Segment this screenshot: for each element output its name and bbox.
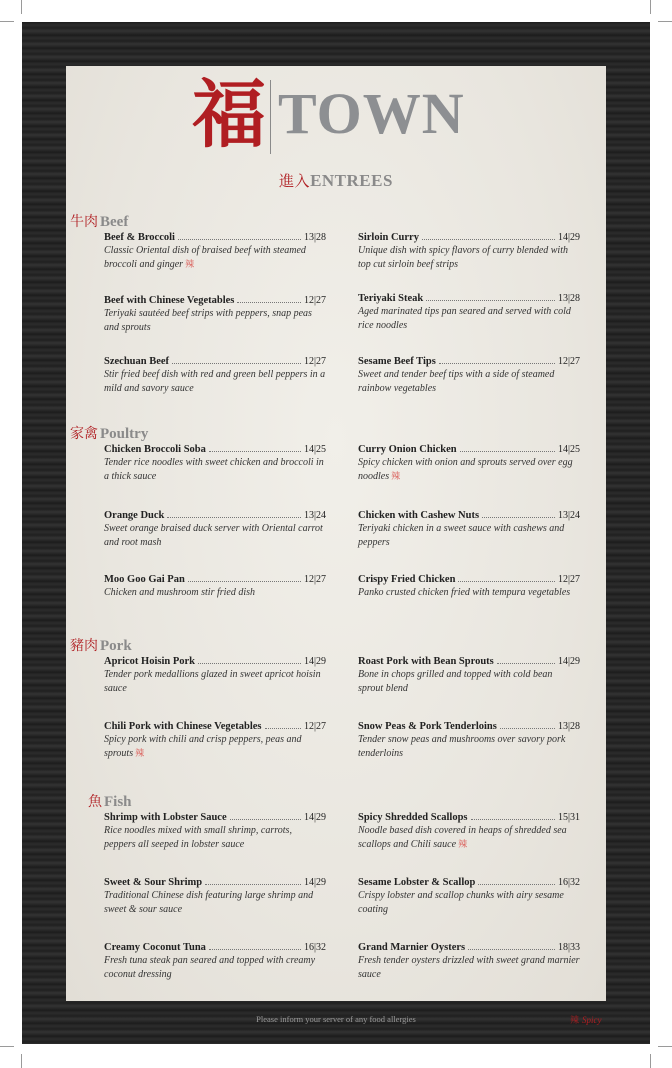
- dot-leader: [205, 884, 301, 885]
- menu-item-description-text: Rice noodles mixed with small shrimp, carrots, peppers all seeped in lobster sauce: [104, 825, 292, 850]
- menu-item-price: 14|29: [303, 877, 326, 888]
- menu-item-description-text: Bone in chops grilled and topped with cold bean sprout blend: [358, 669, 553, 694]
- menu-item-header: [104, 942, 326, 953]
- menu-item-name: Shrimp with Lobster Sauce: [104, 812, 227, 823]
- menu-item-name: Teriyaki Steak: [358, 293, 424, 304]
- menu-item-description: [104, 307, 326, 335]
- menu-item-description: [358, 889, 580, 917]
- menu-item-header: [104, 444, 326, 455]
- menu-item-description-text: Crispy lobster and scallop chunks with airy sesame coating: [358, 890, 564, 915]
- allergy-note: Please inform your server of any food allergies: [256, 1014, 416, 1024]
- dot-leader: [178, 239, 301, 240]
- menu-item-price: 14|29: [303, 812, 326, 823]
- menu-item-description-text: Spicy pork with chili and crisp peppers, peas and sprouts: [104, 734, 302, 759]
- category-label: Pork: [100, 638, 132, 654]
- menu-item-price: 14|25: [557, 444, 580, 455]
- menu-item-name: Snow Peas & Pork Tenderloins: [358, 721, 497, 732]
- menu-item-description-text: Spicy chicken with onion and sprouts served over egg noodles: [358, 457, 573, 482]
- spicy-icon: 辣: [185, 260, 195, 270]
- menu-item-description: [358, 305, 580, 333]
- menu-item: [358, 721, 580, 761]
- menu-item: [358, 444, 580, 484]
- category-cn: 牛肉: [70, 214, 98, 230]
- category-cn: 豬肉: [70, 638, 98, 654]
- page-title-en: ENTREES: [310, 171, 393, 190]
- dot-leader: [237, 302, 301, 303]
- menu-item-price: 12|27: [303, 295, 326, 306]
- menu-item: [358, 942, 580, 982]
- dot-leader: [458, 581, 555, 582]
- menu-item: [104, 295, 326, 335]
- menu-item: [104, 232, 326, 272]
- page-title: [0, 170, 672, 191]
- dot-leader: [426, 300, 555, 301]
- spicy-icon: 辣: [391, 472, 401, 482]
- menu-item-price: 16|32: [303, 942, 326, 953]
- menu-item-header: [358, 356, 580, 367]
- menu-item-price: 18|33: [557, 942, 580, 953]
- menu-item-price: 14|29: [557, 232, 580, 243]
- menu-item-header: [104, 721, 326, 732]
- menu-item: [104, 574, 326, 600]
- dot-leader: [439, 363, 555, 364]
- menu-item-description: [358, 668, 580, 696]
- menu-item: [358, 812, 580, 852]
- menu-item-description-text: Sweet and tender beef tips with a side of steamed rainbow vegetables: [358, 369, 555, 394]
- crop-mark: [0, 21, 14, 22]
- category-beef: [70, 211, 128, 231]
- menu-item: [358, 574, 580, 600]
- menu-item-description-text: Teriyaki chicken in a sweet sauce with cashews and peppers: [358, 523, 565, 548]
- crop-mark: [650, 1054, 651, 1068]
- menu-item-name: Grand Marnier Oysters: [358, 942, 466, 953]
- menu-item-price: 13|28: [557, 293, 580, 304]
- menu-item-description-text: Tender pork medallions glazed in sweet apricot hoisin sauce: [104, 669, 321, 694]
- crop-mark: [658, 1046, 672, 1047]
- dot-leader: [198, 663, 301, 664]
- menu-item-description: [104, 456, 326, 484]
- menu-item-header: [104, 232, 326, 243]
- menu-item: [104, 721, 326, 761]
- menu-item-header: [358, 877, 580, 888]
- spicy-legend: [570, 1013, 602, 1026]
- menu-item-description: [358, 368, 580, 396]
- menu-item: [358, 656, 580, 696]
- menu-item-description: [358, 244, 580, 272]
- menu-item-header: [358, 444, 580, 455]
- menu-item-description: [104, 889, 326, 917]
- menu-item-header: [358, 942, 580, 953]
- menu-item-description: [358, 456, 580, 484]
- menu-item-description: [104, 368, 326, 396]
- menu-item-description-text: Noodle based dish covered in heaps of shredded sea scallops and Chili sauce: [358, 825, 567, 850]
- menu-item-header: [358, 510, 580, 521]
- dot-leader: [422, 239, 555, 240]
- dot-leader: [209, 451, 301, 452]
- category-cn: 魚: [88, 794, 102, 810]
- menu-item-name: Roast Pork with Bean Sprouts: [358, 656, 494, 667]
- menu-item-name: Sesame Lobster & Scallop: [358, 877, 476, 888]
- menu-item-description: [104, 733, 326, 761]
- dot-leader: [500, 728, 555, 729]
- menu-item-name: Sweet & Sour Shrimp: [104, 877, 203, 888]
- dot-leader: [188, 581, 301, 582]
- menu-item-price: 14|29: [557, 656, 580, 667]
- menu-item-header: [358, 656, 580, 667]
- menu-item-description-text: Aged marinated tips pan seared and served with cold rice noodles: [358, 306, 571, 331]
- menu-item: [104, 656, 326, 696]
- menu-item-price: 12|27: [557, 356, 580, 367]
- category-poultry: [70, 423, 148, 443]
- page-title-cn: 進入: [279, 172, 311, 190]
- logo-character: 福: [192, 72, 266, 158]
- category-label: Beef: [100, 214, 129, 230]
- menu-item-name: Curry Onion Chicken: [358, 444, 457, 455]
- menu-item-description-text: Chicken and mushroom stir fried dish: [104, 587, 256, 598]
- menu-item-name: Crispy Fried Chicken: [358, 574, 456, 585]
- menu-item-name: Sesame Beef Tips: [358, 356, 436, 367]
- menu-item-name: Spicy Shredded Scallops: [358, 812, 468, 823]
- menu-item-name: Moo Goo Gai Pan: [104, 574, 185, 585]
- menu-item-description: [104, 586, 326, 600]
- menu-item-price: 16|32: [557, 877, 580, 888]
- menu-item-description-text: Fresh tuna steak pan seared and topped with creamy coconut dressing: [104, 955, 316, 980]
- dot-leader: [209, 949, 301, 950]
- menu-item-header: [104, 295, 326, 306]
- menu-item-description-text: Classic Oriental dish of braised beef with steamed broccoli and ginger: [104, 245, 306, 270]
- menu-item-name: Beef & Broccoli: [104, 232, 175, 243]
- menu-item-price: 13|28: [557, 721, 580, 732]
- menu-item-description-text: Teriyaki sautéed beef strips with peppers, snap peas and sprouts: [104, 308, 312, 333]
- menu-item-name: Chicken Broccoli Soba: [104, 444, 206, 455]
- menu-item-description-text: Sweet orange braised duck server with Oriental carrot and root mash: [104, 523, 323, 548]
- dot-leader: [172, 363, 301, 364]
- dot-leader: [471, 819, 555, 820]
- menu-item-header: [358, 721, 580, 732]
- menu-item-description: [358, 586, 580, 600]
- menu-item: [104, 877, 326, 917]
- menu-item-header: [104, 510, 326, 521]
- logo-wordmark: TOWN: [278, 81, 465, 146]
- logo: [190, 74, 490, 160]
- menu-item-price: 13|24: [557, 510, 580, 521]
- menu-item-description: [104, 244, 326, 272]
- dot-leader: [265, 728, 301, 729]
- spicy-legend-label: Spicy: [582, 1015, 602, 1025]
- category-label: Fish: [104, 794, 132, 810]
- menu-item-name: Sirloin Curry: [358, 232, 419, 243]
- crop-mark: [650, 0, 651, 14]
- menu-item-header: [104, 877, 326, 888]
- spicy-icon: 辣: [135, 749, 145, 759]
- crop-mark: [21, 0, 22, 14]
- category-label: Poultry: [100, 426, 149, 442]
- menu-item-description: [358, 733, 580, 761]
- menu-item: [358, 293, 580, 333]
- menu-item: [358, 877, 580, 917]
- dot-leader: [468, 949, 555, 950]
- menu-item-price: 12|27: [557, 574, 580, 585]
- menu-item-price: 15|31: [557, 812, 580, 823]
- menu-item-name: Apricot Hoisin Pork: [104, 656, 195, 667]
- menu-item: [104, 510, 326, 550]
- dot-leader: [478, 884, 555, 885]
- menu-item-description: [104, 954, 326, 982]
- menu-item-description: [358, 522, 580, 550]
- category-pork: [70, 635, 132, 655]
- menu-item-header: [104, 656, 326, 667]
- dot-leader: [482, 517, 555, 518]
- menu-item-name: Chicken with Cashew Nuts: [358, 510, 480, 521]
- menu-item-price: 14|29: [303, 656, 326, 667]
- crop-mark: [658, 21, 672, 22]
- menu-item-description: [358, 954, 580, 982]
- menu-item: [358, 232, 580, 272]
- spicy-icon: 辣: [458, 840, 468, 850]
- menu-item-name: Chili Pork with Chinese Vegetables: [104, 721, 262, 732]
- menu-item-price: 12|27: [303, 574, 326, 585]
- crop-mark: [21, 1054, 22, 1068]
- menu-item-header: [358, 574, 580, 585]
- menu-item: [104, 812, 326, 852]
- menu-item-description-text: Traditional Chinese dish featuring large shrimp and sweet & sour sauce: [104, 890, 314, 915]
- menu-item: [104, 444, 326, 484]
- menu-item-description: [104, 668, 326, 696]
- dot-leader: [460, 451, 555, 452]
- dot-leader: [497, 663, 555, 664]
- menu-item-header: [358, 812, 580, 823]
- menu-item-description-text: Panko crusted chicken fried with tempura vegetables: [358, 587, 571, 598]
- menu-item-price: 12|27: [303, 721, 326, 732]
- menu-item-header: [358, 293, 580, 304]
- menu-item-header: [104, 356, 326, 367]
- menu-item-description-text: Tender rice noodles with sweet chicken and broccoli in a thick sauce: [104, 457, 324, 482]
- category-cn: 家禽: [70, 426, 98, 442]
- menu-item-description-text: Tender snow peas and mushrooms over savory pork tenderloins: [358, 734, 566, 759]
- menu-item-header: [104, 574, 326, 585]
- menu-item-name: Creamy Coconut Tuna: [104, 942, 206, 953]
- menu-item-description: [104, 824, 326, 852]
- menu-item-description-text: Fresh tender oysters drizzled with sweet grand marnier sauce: [358, 955, 580, 980]
- menu-item: [358, 510, 580, 550]
- crop-mark: [0, 1046, 14, 1047]
- menu-item-description: [104, 522, 326, 550]
- logo-divider: [270, 80, 271, 154]
- menu-item: [358, 356, 580, 396]
- menu-item-name: Beef with Chinese Vegetables: [104, 295, 235, 306]
- menu-item-description: [358, 824, 580, 852]
- menu-item: [104, 356, 326, 396]
- menu-item-name: Orange Duck: [104, 510, 165, 521]
- menu-item-description-text: Unique dish with spicy flavors of curry blended with top cut sirloin beef strips: [358, 245, 568, 270]
- menu-item-price: 14|25: [303, 444, 326, 455]
- menu-item-description-text: Stir fried beef dish with red and green bell peppers in a mild and savory sauce: [104, 369, 326, 394]
- dot-leader: [167, 517, 301, 518]
- menu-item-price: 13|24: [303, 510, 326, 521]
- menu-item-header: [104, 812, 326, 823]
- menu-item-header: [358, 232, 580, 243]
- menu-item-price: 13|28: [303, 232, 326, 243]
- category-fish: [88, 791, 132, 811]
- dot-leader: [230, 819, 301, 820]
- menu-item-price: 12|27: [303, 356, 326, 367]
- spicy-icon: 辣: [570, 1016, 580, 1026]
- menu-item-name: Szechuan Beef: [104, 356, 170, 367]
- menu-item: [104, 942, 326, 982]
